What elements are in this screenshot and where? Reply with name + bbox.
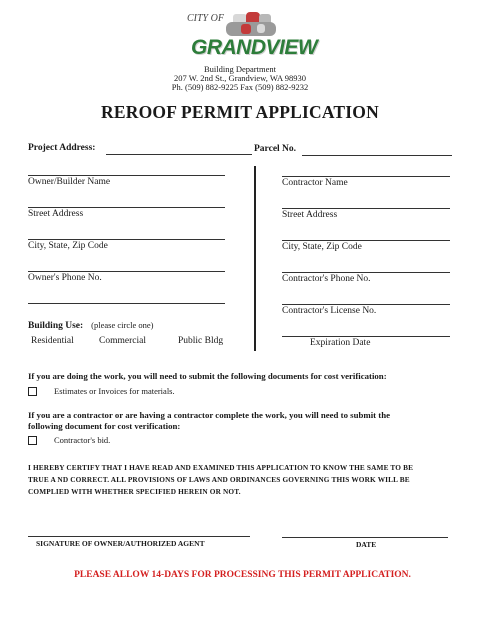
estimates-checkbox[interactable] bbox=[28, 387, 37, 396]
contractor-docs-instructions-2: following document for cost verification: bbox=[28, 421, 181, 431]
owner-name-field[interactable] bbox=[28, 175, 225, 176]
parcel-number-label: Parcel No. bbox=[254, 144, 297, 154]
contractor-license-field[interactable] bbox=[282, 304, 450, 305]
owner-city-field[interactable] bbox=[28, 239, 225, 240]
building-use-commercial[interactable]: Commercial bbox=[99, 336, 146, 346]
expiration-date-field[interactable] bbox=[282, 336, 450, 337]
signature-field[interactable] bbox=[28, 536, 250, 537]
contractor-phone-label: Contractor's Phone No. bbox=[282, 274, 371, 284]
project-address-field[interactable] bbox=[106, 154, 252, 155]
department-phones: Ph. (509) 882-9225 Fax (509) 882-9232 bbox=[171, 82, 309, 92]
owner-city-label: City, State, Zip Code bbox=[28, 241, 108, 251]
owner-phone-label: Owner's Phone No. bbox=[28, 273, 102, 283]
certification-line-1: I HEREBY CERTIFY THAT I HAVE READ AND EXAMINED THIS APPLICATION TO KNOW THE SAME TO BE bbox=[28, 463, 414, 472]
certification-line-2: TRUE A ND CORRECT. ALL PROVISIONS OF LAWS AND ORDINANCES GOVERNING THIS WORK WILL BE bbox=[28, 475, 410, 484]
building-use-public[interactable]: Public Bldg bbox=[178, 336, 224, 346]
building-use bbox=[28, 315, 153, 333]
contractor-street-field[interactable] bbox=[282, 208, 450, 209]
contractor-docs-instructions-1: If you are a contractor or are having a contractor complete the work, you will need to submit the bbox=[28, 410, 391, 420]
department-name: Building Department bbox=[203, 64, 276, 74]
building-use-hint: (please circle one) bbox=[91, 320, 154, 330]
owner-street-label: Street Address bbox=[28, 209, 84, 219]
form-title: REROOF PERMIT APPLICATION bbox=[101, 102, 379, 122]
contractor-bid-checkbox-label: Contractor's bid. bbox=[54, 435, 111, 445]
owner-extra-field[interactable] bbox=[28, 303, 225, 304]
parcel-number-field[interactable] bbox=[302, 155, 452, 156]
processing-notice: PLEASE ALLOW 14-DAYS FOR PROCESSING THIS PERMIT APPLICATION. bbox=[74, 570, 411, 580]
department-address: 207 W. 2nd St., Grandview, WA 98930 bbox=[174, 73, 306, 83]
contractor-city-field[interactable] bbox=[282, 240, 450, 241]
column-divider bbox=[254, 166, 256, 351]
date-label: DATE bbox=[356, 540, 377, 549]
building-use-label: Building Use: bbox=[28, 321, 84, 331]
owner-name-label: Owner/Builder Name bbox=[28, 177, 111, 187]
building-use-residential[interactable]: Residential bbox=[31, 336, 74, 346]
contractor-city-label: City, State, Zip Code bbox=[282, 242, 362, 252]
contractor-name-field[interactable] bbox=[282, 176, 450, 177]
date-field[interactable] bbox=[282, 537, 448, 538]
contractor-name-label: Contractor Name bbox=[282, 178, 348, 188]
expiration-date-label: Expiration Date bbox=[310, 338, 371, 348]
project-address-label: Project Address: bbox=[28, 143, 96, 153]
owner-docs-instructions: If you are doing the work, you will need to submit the following documents for cost verification: bbox=[28, 371, 387, 381]
contractor-street-label: Street Address bbox=[282, 210, 338, 220]
contractor-bid-checkbox[interactable] bbox=[28, 436, 37, 445]
logo-city-of: CITY OF bbox=[187, 13, 224, 24]
signature-label: SIGNATURE OF OWNER/AUTHORIZED AGENT bbox=[36, 539, 205, 548]
logo-name: GRANDVIEW bbox=[191, 36, 318, 59]
city-logo bbox=[183, 8, 318, 64]
contractor-license-label: Contractor's License No. bbox=[282, 306, 377, 316]
contractor-phone-field[interactable] bbox=[282, 272, 450, 273]
certification-line-3: COMPLIED WITH WHETHER SPECIFIED HEREIN OR NOT. bbox=[28, 487, 241, 496]
owner-street-field[interactable] bbox=[28, 207, 225, 208]
owner-phone-field[interactable] bbox=[28, 271, 225, 272]
estimates-checkbox-label: Estimates or Invoices for materials. bbox=[54, 386, 175, 396]
